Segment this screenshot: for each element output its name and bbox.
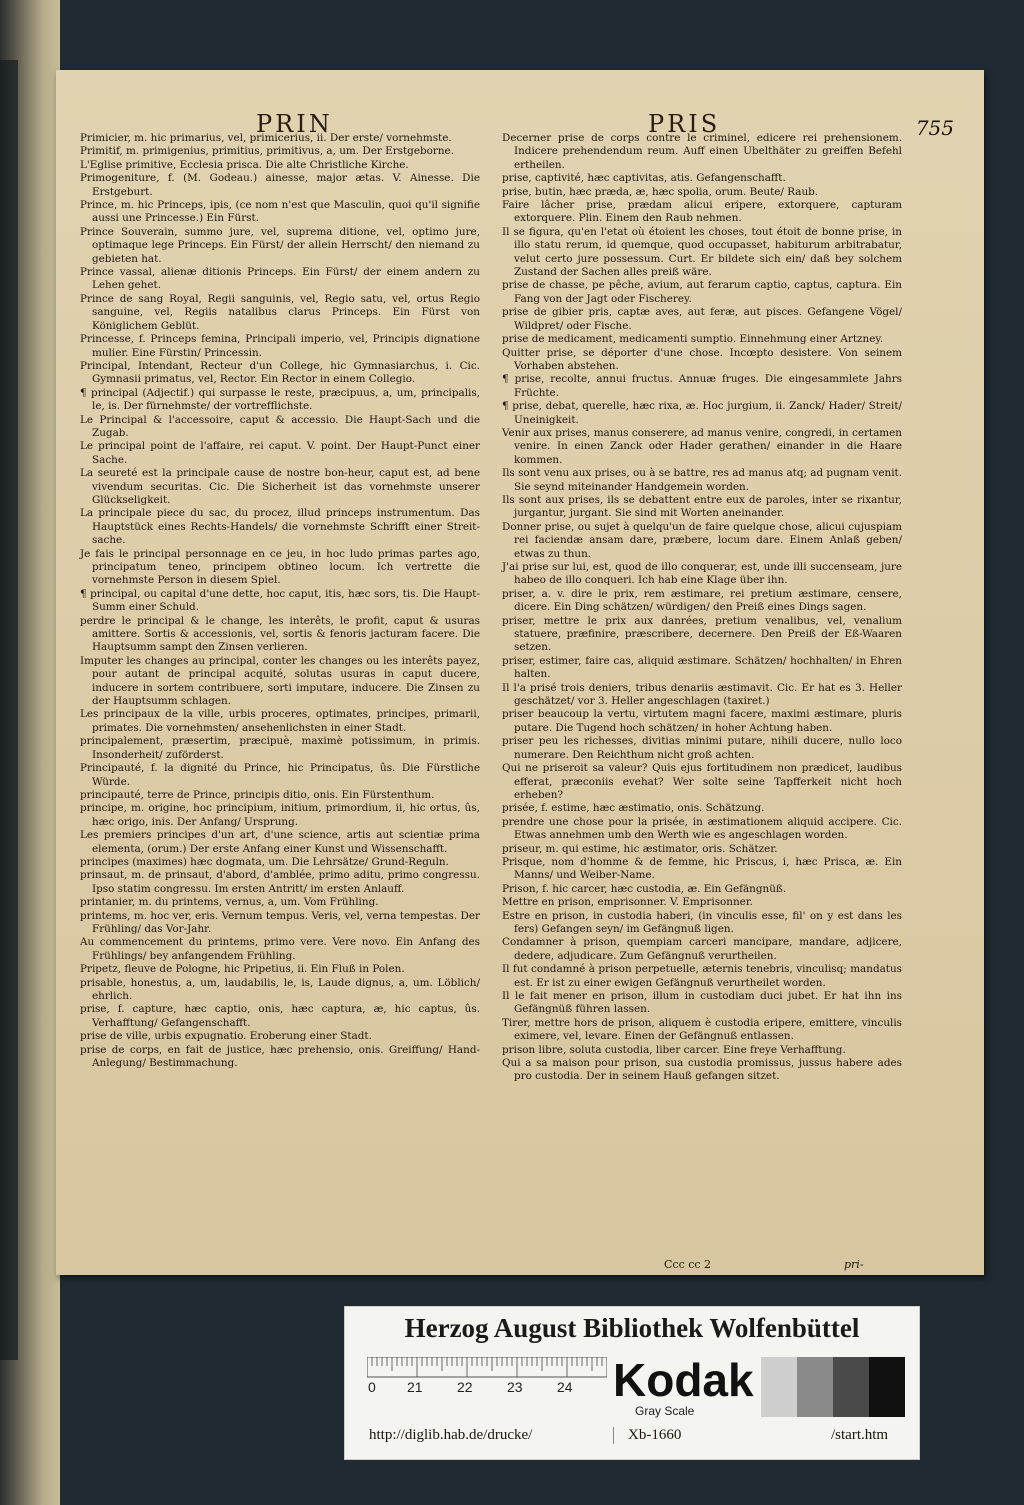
- ruler-number: 24: [557, 1379, 573, 1395]
- dictionary-entry: Pripetz, fleuve de Pologne, hic Pripetius, ii. Ein Fluß in Polen.: [80, 963, 405, 976]
- dictionary-entry: Prisque, nom d'homme & de femme, hic Priscus, i, hæc Prisca, æ. Ein Manns/ und Weiber-Name.: [502, 855, 902, 882]
- dictionary-entry: priseur, m. qui estime, hic æstimator, oris. Schätzer.: [502, 842, 778, 855]
- dictionary-entry: Venir aux prises, manus conserere, ad manus venire, congredi, in certamen venire. In einen Zanck oder Hader gerathen/ einander in die Haare kommen.: [502, 426, 902, 466]
- dictionary-entry: Donner prise, ou sujet à quelqu'un de faire quelque chose, alicui cujuspiam rei faciendæ ansam dare, præbere, locum dare. Einem Anlaß geben/ etwas zu thun.: [502, 520, 902, 560]
- dictionary-entry: Quitter prise, se déporter d'une chose. Incœpto desistere. Von seinem Vorhaben abstehen.: [502, 346, 902, 372]
- dictionary-entry: prise de ville, urbis expugnatio. Eroberung einer Stadt.: [80, 1030, 372, 1043]
- dictionary-entry: priser, mettre le prix aux danrées, pretium venalibus, vel, venalium statuere, præfinire, præscribere, decernere. Den Preiß der Eß-Waaren setzen.: [502, 614, 902, 654]
- dictionary-entry: printems, m. hoc ver, eris. Vernum tempus. Veris, vel, verna tempestas. Der Frühling/ das Vor-Jahr.: [80, 909, 480, 935]
- dictionary-entry: Qui a sa maison pour prison, sua custodia promissus, jussus habere ades pro custodia. Der in seinem Hauß gefangen sitzet.: [502, 1057, 902, 1083]
- dictionary-entry: printanier, m. du printems, vernus, a, um. Vom Frühling.: [80, 896, 379, 909]
- scale-ruler: [367, 1357, 607, 1395]
- dictionary-entry: Il se figura, qu'en l'etat où étoient les choses, tout étoit de bonne prise, in illo statu rerum, id quemque, quod occupasset, habiturum arbitrabatur, velut certo jure possessum. Curt. Er bildete sich ein/ daß bey solchem Zustand der Sachen alles preiß wäre.: [502, 225, 902, 279]
- dictionary-entry: Le principal point de l'affaire, rei caput. V. point. Der Haupt-Punct einer Sache.: [80, 440, 480, 466]
- dictionary-entry: J'ai prise sur lui, est, quod de illo conquerar, est, unde illi succenseam, jure habeo de illo conqueri. Ich hab eine Klage über ihn.: [502, 561, 902, 587]
- dictionary-entry: Le Principal & l'accessoire, caput & accessio. Die Haupt-Sach und die Zugab.: [80, 413, 480, 439]
- dictionary-entry: priser peu les richesses, divitias minimi putare, nihili ducere, nullo loco numerare. Den Reichthum nicht groß achten.: [502, 735, 902, 761]
- dictionary-entry: prison libre, soluta custodia, liber carcer. Eine freye Verhafftung.: [502, 1043, 846, 1056]
- dictionary-entry: Imputer les changes au principal, conter les changes ou les interêts payez, pour autant de principal acquité, solutas usuras in caput ducere, inducere in sortem contribuere, sorti imputare, inducere. Die Zinsen zu der Hauptsumm schlagen.: [80, 654, 480, 708]
- running-head-right: PRIS: [648, 110, 721, 138]
- gray-swatch: [833, 1357, 869, 1417]
- dictionary-entry: Il le fait mener en prison, illum in custodiam duci jubet. Er hat ihn ins Gefängnüß führen lassen.: [502, 990, 902, 1016]
- dictionary-entry: La seureté est la principale cause de nostre bon-heur, caput est, ad bene vivendum securitas. Cic. Die Sicherheit ist das vornehmste unserer Glückseligkeit.: [80, 467, 480, 506]
- dictionary-entry: Qui ne priseroit sa valeur? Quis ejus fortitudinem non prædicet, laudibus efferat, præconiis evehat? Wer solte seine Tapfferkeit nicht hoch erheben?: [502, 762, 902, 801]
- ruler-number: 21: [407, 1379, 423, 1395]
- book-page: [56, 70, 984, 1275]
- dictionary-entry: perdre le principal & le change, les interêts, le profit, caput & usuras amittere. Sortis & accessionis, vel, sortis & fenoris jacturam facere. Die Hauptsumm sampt den Zinsen verlieren.: [80, 614, 480, 654]
- dictionary-entry: prisable, honestus, a, um, laudabilis, le, is, Laude dignus, a, um. Löblich/ ehrlich.: [80, 976, 480, 1002]
- library-url: http://diglib.hab.de/drucke/: [369, 1427, 533, 1443]
- signature-mark: Ccc cc 2: [664, 1258, 712, 1271]
- dictionary-entry: Tirer, mettre hors de prison, aliquem è custodia eripere, emittere, vinculis eximere, vel, levare. Einen der Gefängnuß entlassen.: [502, 1016, 902, 1043]
- dictionary-entry: principe, m. origine, hoc principium, initium, primordium, ii, hic ortus, ûs, hæc origo, inis. Der Anfang/ Ursprung.: [80, 802, 480, 828]
- gray-scale-swatches: [761, 1357, 905, 1417]
- book-binding-edge: [0, 0, 60, 1505]
- dictionary-entry: priser, estimer, faire cas, aliquid æstimare. Schätzen/ hochhalten/ in Ehren halten.: [502, 654, 902, 681]
- running-head-left: PRIN: [256, 110, 333, 138]
- dictionary-entry: principalement, præsertim, præcipuè, maximè potissimum, in primis. Insonderheit/ zuförderst.: [80, 735, 480, 761]
- gray-swatch: [797, 1357, 833, 1417]
- dictionary-entry: Primitif, m. primigenius, primitius, primitivus, a, um. Der Erstgeborne.: [80, 145, 455, 158]
- dictionary-entry: Ils sont aux prises, ils se debattent entre eux de paroles, inter se rixantur, jurgantur, jurgant. Sie sind mit Worten aneinander.: [502, 493, 902, 520]
- gray-swatch: [869, 1357, 905, 1417]
- dictionary-entry: prise, captivité, hæc captivitas, atis. Gefangenschafft.: [502, 172, 786, 185]
- dictionary-entry: Estre en prison, in custodia haberi, (in vinculis esse, fil' on y est dans les fers) Gefangen seyn/ im Gefängnuß ligen.: [502, 909, 902, 935]
- dictionary-entry: Il fut condamné à prison perpetuelle, æternis tenebris, vinculisq; mandatus est. Er ist zu einer ewigen Gefängnuß verurtheilet worden.: [502, 963, 902, 989]
- start-path: /start.htm: [831, 1427, 889, 1443]
- dictionary-entry: Prince vassal, alienæ ditionis Princeps. Ein Fürst/ der einem andern zu Lehen gehet.: [80, 266, 480, 292]
- dictionary-entry: ¶ principal (Adjectif.) qui surpasse le reste, præcipuus, a, um, principalis, le, is. Der fürnehmste/ der vortrefflichste.: [80, 386, 480, 413]
- dictionary-entry: La principale piece du sac, du procez, illud princeps instrumentum. Das Hauptstück eines Rechts-Handels/ die vornehmste Schrifft einer Streit-sache.: [80, 507, 480, 547]
- dictionary-entry: Mettre en prison, emprisonner. V. Emprisonner.: [502, 896, 753, 909]
- dictionary-entry: Prince, m. hic Princeps, ipis, (ce nom n'est que Masculin, quoi qu'il signifie aussi une Princesse.) Ein Fürst.: [80, 199, 480, 225]
- dictionary-entry: prise, butin, hæc præda, æ, hæc spolia, orum. Beute/ Raub.: [502, 185, 819, 198]
- gray-scale-caption: Gray Scale: [635, 1404, 695, 1418]
- dictionary-entry: priser, a. v. dire le prix, rem æstimare, rei pretium æstimare, censere, dicere. Ein Ding schätzen/ würdigen/ den Preiß eines Dings sagen.: [502, 587, 902, 614]
- ruler-number: 22: [457, 1379, 473, 1395]
- kodak-logo: Kodak: [613, 1354, 754, 1406]
- dictionary-entry: priser beaucoup la vertu, virtutem magni facere, maximi æstimare, pluris putare. Die Tugend hoch schätzen/ in hoher Achtung haben.: [502, 708, 902, 734]
- dictionary-entry: Primogeniture, f. (M. Godeau.) ainesse, major ætas. V. Ainesse. Die Erstgeburt.: [80, 172, 480, 198]
- dictionary-entry: Faire lâcher prise, prædam alicui eripere, extorquere, capturam extorquere. Plin. Einem den Raub nehmen.: [502, 199, 902, 225]
- left-column: [80, 132, 480, 1070]
- right-column: [502, 132, 902, 1084]
- catchword: pri-: [844, 1258, 864, 1271]
- dictionary-entry: Les principaux de la ville, urbis proceres, optimates, principes, primarii, primates. Die vornehmsten/ ansehenlichsten in einer Stadt.: [80, 708, 480, 734]
- shelf-signature: Xb-1660: [613, 1427, 681, 1444]
- dictionary-entry: prise de chasse, pe pêche, avium, aut ferarum captio, captus, captura. Ein Fang von der Jagt oder Fischerey.: [502, 279, 902, 305]
- dictionary-entry: Primicier, m. hic primarius, vel, primicerius, ii. Der erste/ vornehmste.: [80, 132, 452, 144]
- dictionary-entry: principes (maximes) hæc dogmata, um. Die Lehrsätze/ Grund-Reguln.: [80, 855, 449, 868]
- dictionary-entry: prendre une chose pour la prisée, in æstimationem aliquid accipere. Cic. Etwas annehmen umb den Werth wie es angeschlagen worden.: [502, 815, 902, 842]
- dictionary-entry: prise de gibier pris, captæ aves, aut feræ, aut pisces. Gefangene Vögel/ Wildpret/ oder Fische.: [502, 306, 902, 332]
- ruler-number: 23: [507, 1379, 523, 1395]
- dictionary-entry: Les premiers principes d'un art, d'une science, artis aut scientiæ prima elementa, (orum.) Der erste Anfang einer Kunst und Wissenschafft.: [80, 829, 480, 855]
- dictionary-entry: Ils sont venu aux prises, ou à se battre, res ad manus atq; ad pugnam venit. Sie seynd miteinander Handgemein worden.: [502, 467, 902, 493]
- dictionary-entry: ¶ prise, debat, querelle, hæc rixa, æ. Hoc jurgium, ii. Zanck/ Hader/ Streit/ Uneinigkeit.: [502, 400, 902, 426]
- dictionary-entry: Il l'a prisé trois deniers, tribus denariis æstimavit. Cic. Er hat es 3. Heller geschätzet/ vor 3. Heller angeschlagen (taxiret.): [502, 681, 902, 708]
- dictionary-entry: Decerner prise de corps contre le criminel, edicere rei prehensionem. Indicere prehendendum reum. Auff einen Ubelthäter zu greiffen Befehl ertheilen.: [502, 132, 902, 171]
- dictionary-entry: Princesse, f. Princeps femina, Principali imperio, vel, Principis dignatione mulier. Eine Fürstin/ Princessin.: [80, 333, 480, 359]
- dictionary-entry: prinsaut, m. de prinsaut, d'abord, d'amblée, primo aditu, primo congressu. Ipso statim congressu. Im ersten Antritt/ im ersten Anlauff.: [80, 869, 480, 895]
- dictionary-entry: prise de corps, en fait de justice, hæc prehensio, onis. Greiffung/ Hand-Anlegung/ Bestimmachung.: [80, 1043, 480, 1070]
- dictionary-entry: Prison, f. hic carcer, hæc custodia, æ. Ein Gefängnüß.: [502, 882, 787, 895]
- dictionary-entry: L'Eglise primitive, Ecclesia prisca. Die alte Christliche Kirche.: [80, 158, 409, 171]
- library-name: Herzog August Bibliothek Wolfenbüttel: [404, 1313, 860, 1343]
- dictionary-entry: Prince Souverain, summo jure, vel, suprema ditione, vel, optimo jure, optimaque lege Princeps. Ein Fürst/ der allein Herrscht/ den niemand zu gebieten hat.: [80, 225, 480, 265]
- dictionary-entry: principauté, terre de Prince, principis ditio, onis. Ein Fürstenthum.: [80, 788, 435, 801]
- dictionary-entry: ¶ principal, ou capital d'une dette, hoc caput, itis, hæc sors, tis. Die Haupt-Summ einer Schuld.: [80, 587, 480, 614]
- dictionary-entry: Principal, Intendant, Recteur d'un College, hic Gymnasiarchus, i. Cic. Gymnasii primatus, vel, Rector. Ein Rector in einem Collegio.: [80, 359, 480, 386]
- dictionary-entry: ¶ prise, recolte, annui fructus. Annuæ fruges. Die eingesammlete Jahrs Früchte.: [502, 373, 902, 399]
- page-number: 755: [915, 116, 954, 140]
- library-label: [344, 1306, 920, 1460]
- dictionary-entry: prise de medicament, medicamenti sumptio. Einnehmung einer Artzney.: [502, 333, 884, 346]
- ruler-number: 0: [368, 1379, 376, 1395]
- dictionary-entry: Principauté, f. la dignité du Prince, hic Principatus, ûs. Die Fürstliche Würde.: [80, 762, 480, 788]
- dictionary-entry: Je fais le principal personnage en ce jeu, in hoc ludo primas partes ago, principatum teneo, principem obtineo locum. Ich vertrette die vornehmste Person in diesem Spiel.: [80, 547, 480, 587]
- dictionary-entry: Condamner à prison, quempiam carceri mancipare, mandare, adjicere, dedere, adjudicare. Zum Gefängnuß verurtheilen.: [502, 936, 902, 962]
- gray-swatch: [761, 1357, 797, 1417]
- dictionary-entry: Au commencement du printems, primo vere. Vere novo. Ein Anfang des Frühlings/ bey anfangendem Frühling.: [80, 936, 480, 962]
- dictionary-entry: prise, f. capture, hæc captio, onis, hæc captura, æ, hic captus, ûs. Verhafftung/ Gefangenschafft.: [80, 1003, 480, 1029]
- dictionary-entry: Prince de sang Royal, Regii sanguinis, vel, Regio satu, vel, ortus Regio sanguine, vel, Regiis natalibus clarus Princeps. Ein Fürst von Königlichem Geblüt.: [80, 292, 480, 332]
- dictionary-entry: prisée, f. estime, hæc æstimatio, onis. Schätzung.: [502, 802, 765, 815]
